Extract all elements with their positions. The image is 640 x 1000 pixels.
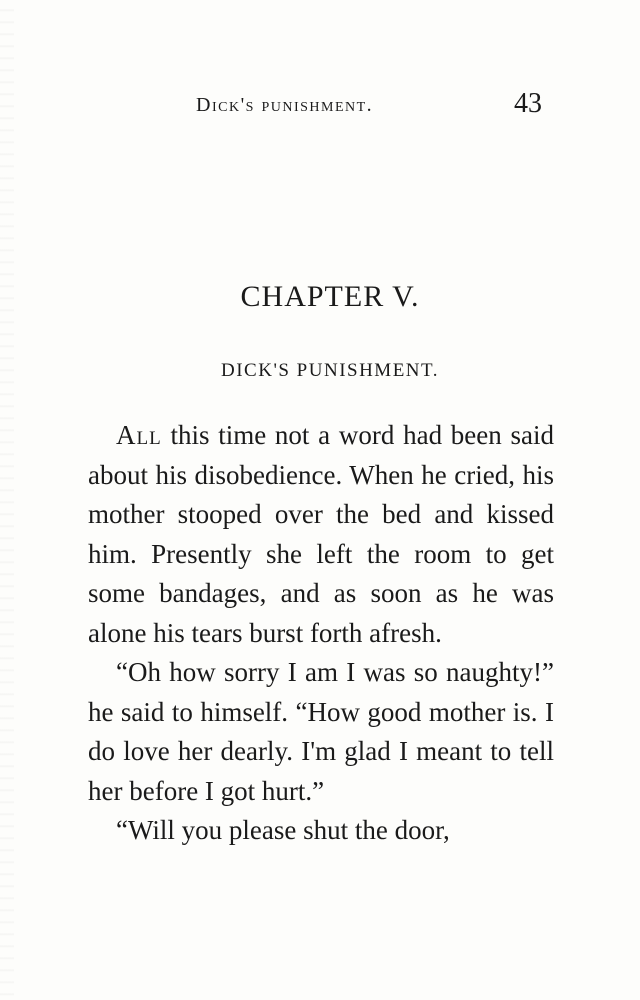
paragraph-2 (88, 653, 554, 811)
chapter-heading: CHAPTER V. (240, 280, 420, 313)
paragraph-text: “Will you please shut the door, (116, 815, 450, 845)
paragraph-text: “Oh how sorry I am I was so naughty!” he said to himself. “How good mother is. I do love her dearly. I'm glad I meant to tell her before I got hurt.” (88, 657, 554, 806)
paragraph-text: this time not a word had been said about his disobedience. When he cried, his mother stooped over the bed and kissed him. Presently she left the room to get some bandages, and as soon as he was alone his tears burst forth afresh. (88, 420, 554, 648)
paper-edge-texture (0, 0, 14, 1000)
paragraph-3 (88, 811, 554, 851)
paragraph-lead-word: All (116, 420, 162, 450)
paragraph-1 (88, 416, 554, 653)
chapter-subtitle: DICK'S PUNISHMENT. (221, 360, 439, 381)
page-number: 43 (514, 88, 542, 119)
running-title: Dick's punishment. (196, 94, 374, 116)
running-head (0, 86, 640, 126)
body-text (88, 416, 554, 851)
